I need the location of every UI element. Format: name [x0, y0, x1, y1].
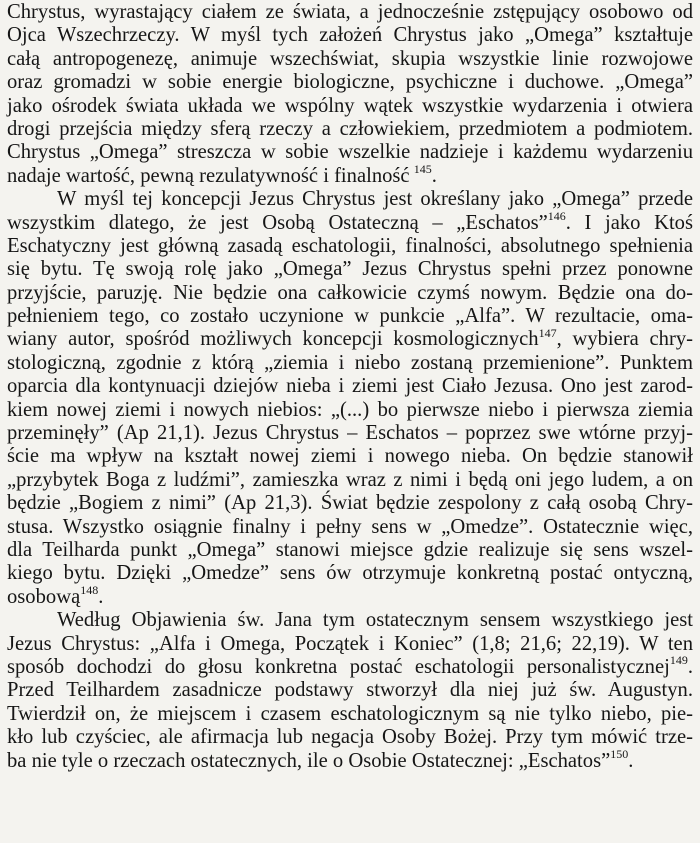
text-line: Według Objawienia św. Jana tym ostatecznym sensem wszystkiego jest	[57, 609, 693, 632]
text-line: Ojca Wszechrzeczy. W myśl tych założeń Chrystus jako „Omega” kształtuje	[7, 24, 693, 47]
line-text: sposób dochodzi do głosu konkretna postać eschatologii personalistycznej	[7, 655, 670, 678]
line-text-after: .	[431, 164, 437, 187]
paragraph-2	[7, 188, 693, 609]
text-line: Chrystus, wyrastający ciałem ze świata, a jednocześnie zstępujący osobowo od	[7, 1, 693, 23]
text-line: całą antropogenezę, animuje wszechświat, skupia wszystkie linie rozwojowe	[7, 47, 693, 70]
text-line: oparcia dla kontynuacji dziejów nieba i ziemi jest Ciało Jezusa. Ono jest zarod-	[7, 375, 693, 398]
footnote-ref[interactable]: 148	[80, 582, 99, 597]
text-line: Jezus Chrystus: „Alfa i Omega, Początek i Koniec” (1,8; 21,6; 22,19). W ten	[7, 632, 693, 655]
line-text: ba nie tyle o rzeczach ostatecznych, ile o Osobie Ostatecznej: „Eschatos”	[7, 749, 611, 772]
text-line	[7, 325, 693, 351]
text-line: Przed Teilhardem zasadnicze podstawy stworzył dla niej już św. Augustyn.	[7, 679, 693, 702]
text-line	[7, 208, 693, 235]
text-line: stologiczną, zgodnie z którą „ziemia i niebo zostaną przemienione”. Punktem	[7, 351, 693, 374]
text-line: kiego bytu. Dzięki „Omedze” sens ów otrzymuje konkretną postać ontyczną,	[7, 562, 693, 585]
line-text: wiany autor, spośród możliwych koncepcji kosmologicznych	[7, 328, 539, 351]
text-line	[7, 161, 693, 188]
text-line	[7, 746, 693, 773]
text-line: „przybytek Boga z ludźmi”, zamieszka wraz z nimi i będą oni jego ludem, a on	[7, 468, 693, 491]
paragraph-1	[7, 1, 693, 188]
text-line: przeminęły” (Ap 21,1). Jezus Chrystus – Eschatos – poprzez swe wtórne przyj-	[7, 422, 693, 445]
text-line: Eschatyczny jest główną zasadą eschatologii, finalności, absolutnego spełnienia	[7, 234, 693, 257]
line-text-after: .	[98, 585, 104, 608]
text-line: przyjście, paruzję. Nie będzie ona całkowicie czymś nowym. Będzie ona do-	[7, 281, 693, 304]
footnote-ref[interactable]: 150	[610, 746, 629, 761]
text-line: pełnieniem tego, co zostało uczynione w punkcie „Alfa”. W rezultacie, oma-	[7, 305, 693, 328]
line-text: wszystkim dlatego, że jest Osobą Ostateczną – „Eschatos”	[7, 211, 548, 234]
line-text-after: .	[628, 749, 634, 772]
footnote-ref[interactable]: 146	[547, 208, 566, 223]
text-line: kło lub czyściec, ale afirmacja lub negacja Osoby Bożej. Przy tym mówić trze-	[7, 726, 693, 749]
line-text-after: . I jako Ktoś	[565, 211, 693, 234]
text-line: ście ma wpływ na kształt nowej ziemi i nowego nieba. On będzie stanowił	[7, 445, 693, 468]
text-line: Twierdził on, że miejscem i czasem eschatologicznym są nie tylko niebo, pie-	[7, 702, 693, 725]
footnote-ref[interactable]: 149	[669, 653, 688, 668]
text-line: drogi przejścia między sferą rzeczy a człowiekiem, przedmiotem a podmiotem.	[7, 117, 693, 140]
text-line: będzie „Bogiem z nimi” (Ap 21,3). Świat będzie zespolony z całą osobą Chry-	[7, 492, 693, 515]
text-line: W myśl tej koncepcji Jezus Chrystus jest określany jako „Omega” przede	[57, 188, 693, 211]
text-line: stusa. Wszystko osiągnie finalny i pełny sens w „Omedze”. Ostatecznie więc,	[7, 515, 693, 538]
footnote-ref[interactable]: 147	[538, 325, 557, 340]
text-line: Chrystus „Omega” streszcza w sobie wszelkie nadzieje i każdemu wydarzeniu	[7, 141, 693, 164]
paragraph-3	[7, 609, 693, 773]
footnote-ref[interactable]: 145	[413, 161, 432, 176]
text-line: dla Teilharda punkt „Omega” stanowi miejsce gdzie realizuje się sens wszel-	[7, 538, 693, 561]
line-text: nadaje wartość, pewną rezulatywność i finalność	[7, 164, 410, 187]
text-line	[7, 653, 693, 679]
line-text-after: , wybiera chry-	[556, 328, 693, 351]
text-line: oraz gromadzi w sobie energie biologiczne, psychiczne i duchowe. „Omega”	[7, 71, 693, 94]
line-text-after: .	[687, 655, 693, 678]
line-text: osobową	[7, 585, 81, 608]
text-line: kiem nowej ziemi i nowych niebios: „(...) bo pierwsze niebo i pierwsza ziemia	[7, 398, 693, 421]
text-line	[7, 582, 693, 609]
text-line: się bytu. Tę swoją rolę jako „Omega” Jezus Chrystus spełni przez ponowne	[7, 258, 693, 281]
text-line: jako ośrodek świata układa we wspólny wątek wszystkie wydarzenia i otwiera	[7, 94, 693, 117]
